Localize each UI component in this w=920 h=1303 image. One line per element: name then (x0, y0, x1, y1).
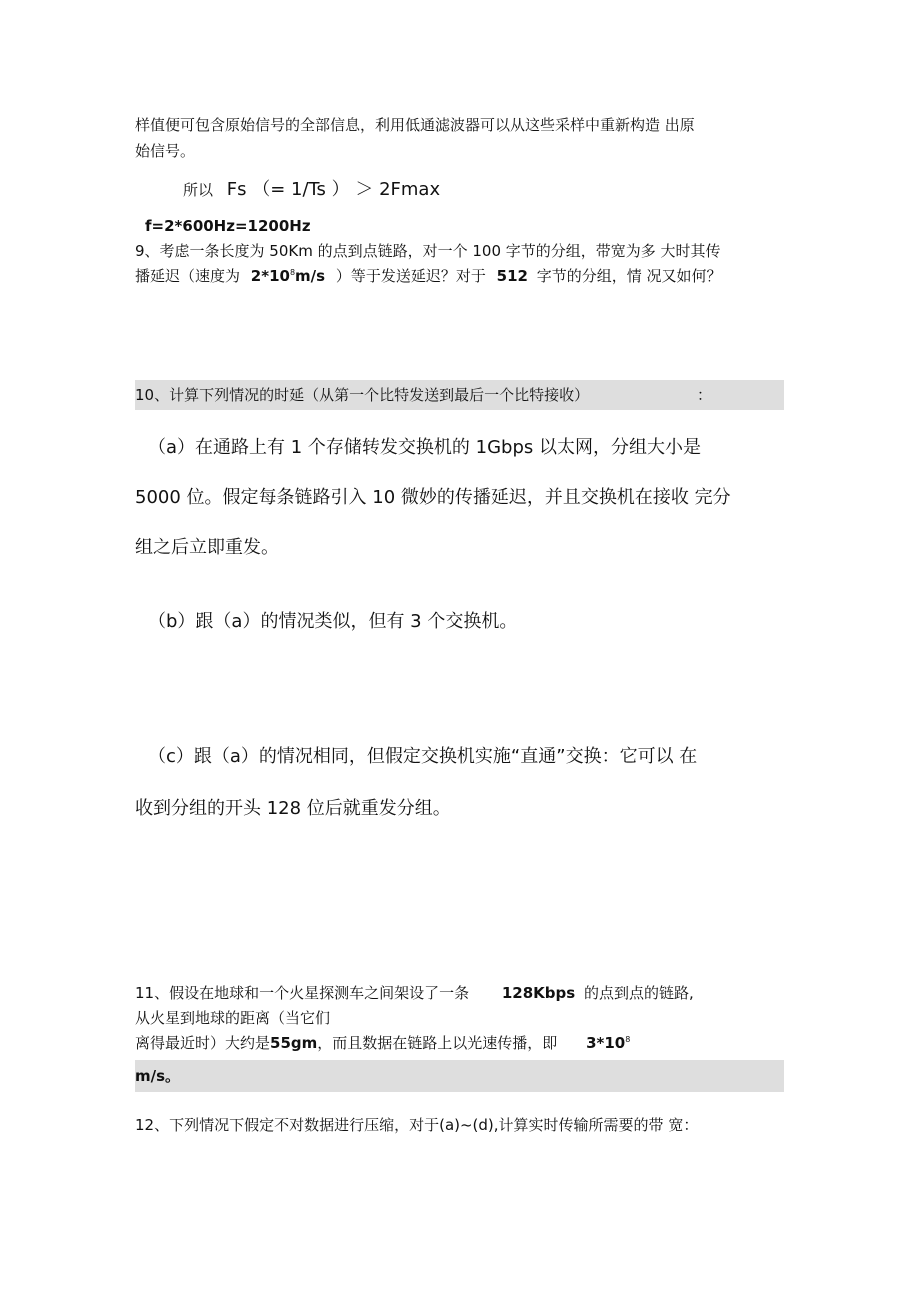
q9-speed-value: 2*10 (250, 267, 290, 285)
q11-line-1-c: 的点到点的链路, (584, 984, 694, 1002)
q11-line-3-a: 离得最近时）大约是 (135, 1034, 271, 1052)
q10-title: 10、计算下列情况的时延（从第一个比特发送到最后一个比特接收） (135, 386, 590, 404)
formula-line (183, 178, 440, 202)
q11-line-4: m/s。 (135, 1067, 181, 1085)
q12-line-1: 12、下列情况下假定不对数据进行压缩，对于(a)~(d),计算实时传输所需要的带 宽： (135, 1116, 699, 1134)
q10-c-line-1: （c）跟（a）的情况相同，但假定交换机实施“直通”交换：它可以 在 (148, 746, 698, 767)
q10-a-line-2: 5000 位。假定每条链路引入 10 微妙的传播延迟，并且交换机在接收 完分 (135, 487, 731, 508)
q11-distance: 55gm (270, 1034, 318, 1052)
q11-speed-value: 3*10 (586, 1034, 626, 1052)
q10-a-line-3: 组之后立即重发。 (135, 537, 279, 558)
intro-line-2: 始信号。 (135, 142, 196, 160)
q11-line-1-a: 11、假设在地球和一个火星探测车之间架设了一条 (135, 984, 470, 1002)
q9-line-2 (135, 266, 722, 286)
q11-speed-exponent: 8 (625, 1035, 631, 1044)
q9-line-1: 9、考虑一条长度为 50Km 的点到点链路，对一个 100 字节的分组，带宽为多 大时其传 (135, 242, 721, 260)
calc-line: f=2*600Hz=1200Hz (145, 217, 311, 235)
q9-line-2-a: 播延迟（速度为 (135, 267, 241, 285)
q9-speed-unit: m/s (295, 267, 326, 285)
q9-line-2-f: 字节的分组，情 况又如何？ (536, 267, 722, 285)
q9-speed-exponent: 8 (289, 268, 296, 277)
q11-line-2: 从火星到地球的距离（当它们 (135, 1009, 331, 1027)
q10-b-line: （b）跟（a）的情况类似，但有 3 个交换机。 (148, 611, 518, 632)
q11-line-3-c: ，而且数据在链路上以光速传播，即 (317, 1034, 558, 1052)
q10-title-colon: ： (697, 386, 713, 404)
q11-line-1 (135, 983, 694, 1003)
formula-prefix: 所以 (183, 181, 214, 199)
q9-bytes-value: 512 (496, 267, 528, 285)
q11-line-3 (135, 1033, 630, 1053)
formula-expression: Fs （= 1/Ts ） ＞ 2Fmax (226, 179, 441, 200)
q10-a-line-1: （a）在通路上有 1 个存储转发交换机的 1Gbps 以太网，分组大小是 (148, 437, 701, 458)
q11-line-4-bar (135, 1060, 784, 1092)
q10-c-line-2: 收到分组的开头 128 位后就重发分组。 (135, 798, 451, 819)
intro-line-1: 样值便可包含原始信号的全部信息，利用低通滤波器可以从这些采样中重新构造 出原 (135, 116, 695, 134)
q10-title-bar (135, 380, 784, 410)
q11-bandwidth: 128Kbps (501, 984, 576, 1002)
q9-line-2-d: ）等于发送延迟？对于 (335, 267, 486, 285)
